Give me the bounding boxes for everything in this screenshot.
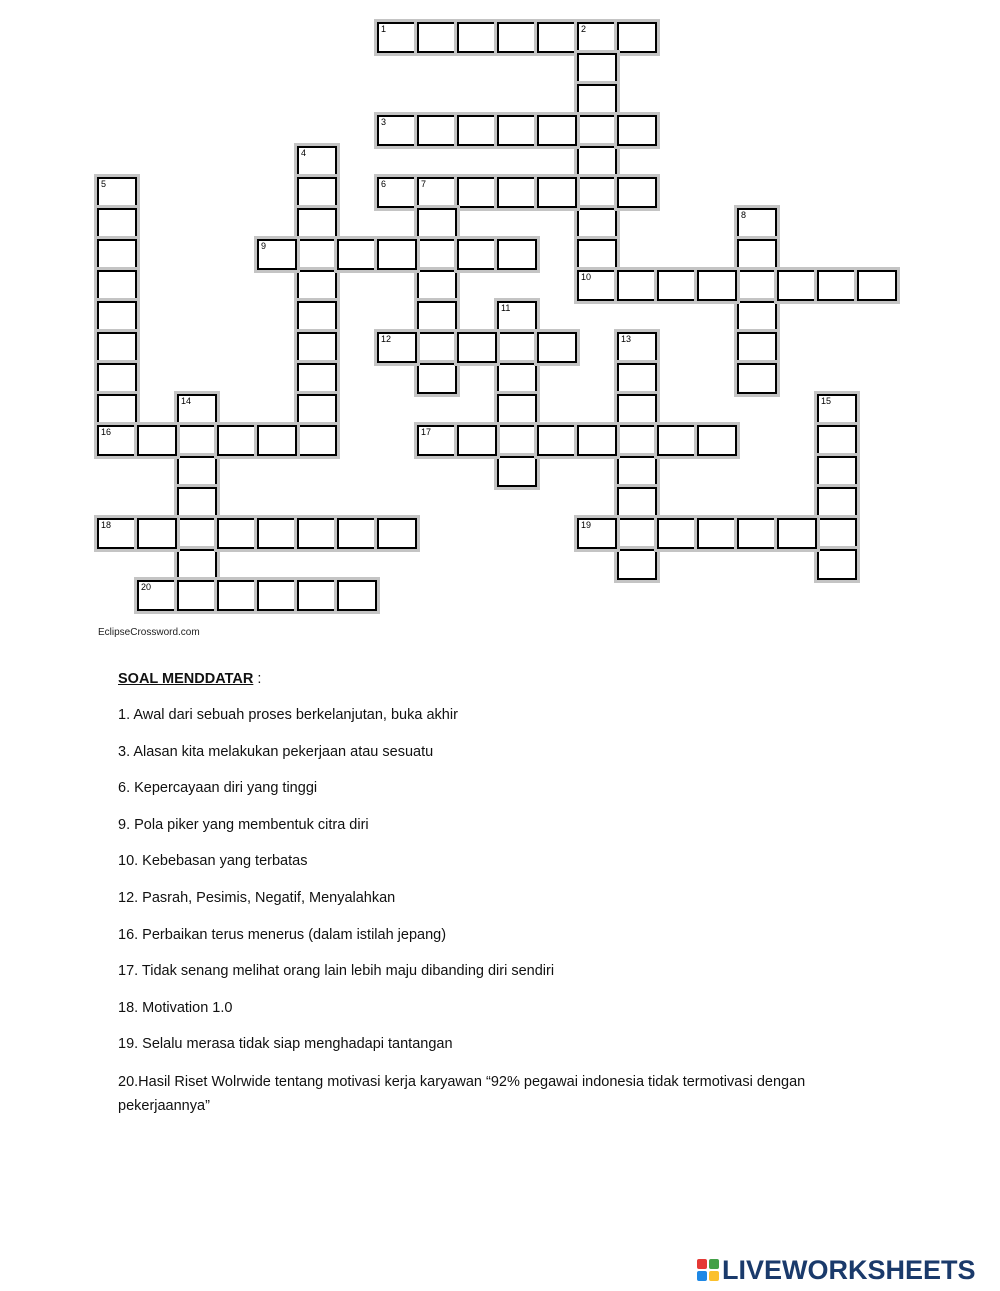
crossword-cell[interactable] — [737, 363, 777, 394]
crossword-cell[interactable] — [337, 518, 377, 549]
crossword-cell[interactable] — [417, 425, 457, 456]
crossword-cell-input[interactable] — [459, 427, 495, 454]
clue-number: 3 — [381, 117, 387, 127]
crossword-cell-input[interactable] — [619, 458, 655, 485]
crossword-cell[interactable] — [577, 239, 617, 270]
crossword-cell[interactable] — [617, 394, 657, 425]
crossword-cell-input[interactable] — [299, 396, 335, 423]
crossword-cell-input[interactable] — [459, 179, 495, 206]
clue-number: 11 — [501, 303, 511, 313]
crossword-cell[interactable] — [377, 239, 417, 270]
crossword-cell-input[interactable] — [99, 179, 135, 206]
clue-number: 13 — [621, 334, 632, 344]
clue-number: 17 — [421, 427, 432, 437]
clues-heading-colon: : — [253, 671, 262, 687]
crossword-cell[interactable] — [737, 332, 777, 363]
crossword-cell-input[interactable] — [499, 334, 535, 361]
crossword-cell[interactable] — [417, 208, 457, 239]
crossword-cell-input[interactable] — [339, 241, 375, 268]
crossword-cell[interactable] — [617, 22, 657, 53]
clues-heading-line — [118, 668, 878, 704]
crossword-cell-input[interactable] — [339, 582, 375, 609]
clue-number: 5 — [101, 179, 107, 189]
crossword-cell-input[interactable] — [739, 241, 775, 268]
crossword-cell[interactable] — [577, 270, 617, 301]
crossword-cell[interactable] — [377, 115, 417, 146]
crossword-cell[interactable] — [577, 115, 617, 146]
crossword-cell[interactable] — [297, 270, 337, 301]
crossword-cell-input[interactable] — [659, 427, 695, 454]
crossword-cell[interactable] — [97, 394, 137, 425]
crossword-cell[interactable] — [417, 270, 457, 301]
crossword-cell-input[interactable] — [739, 272, 775, 299]
crossword-cell[interactable] — [817, 270, 857, 301]
crossword-cell[interactable] — [457, 177, 497, 208]
crossword-cell[interactable] — [297, 146, 337, 177]
crossword-cell[interactable] — [457, 239, 497, 270]
crossword-cell-input[interactable] — [659, 520, 695, 547]
clue-1: 1. Awal dari sebuah proses berkelanjutan, buka akhir — [118, 707, 458, 723]
crossword-cell[interactable] — [417, 363, 457, 394]
crossword-cell[interactable] — [97, 239, 137, 270]
crossword-cell-input[interactable] — [419, 210, 455, 237]
crossword-cell-input[interactable] — [739, 303, 775, 330]
crossword-cell[interactable] — [417, 332, 457, 363]
crossword-cell[interactable] — [617, 487, 657, 518]
crossword-cell-input[interactable] — [459, 334, 495, 361]
crossword-cell-input[interactable] — [859, 272, 895, 299]
logo-block-red — [697, 1259, 707, 1269]
crossword-cell[interactable] — [417, 22, 457, 53]
crossword-cell-input[interactable] — [179, 551, 215, 578]
logo-block-green — [709, 1259, 719, 1269]
crossword-cell-input[interactable] — [339, 520, 375, 547]
crossword-cell-input[interactable] — [499, 365, 535, 392]
crossword-cell-input[interactable] — [419, 365, 455, 392]
crossword-cell[interactable] — [297, 177, 337, 208]
crossword-cell-input[interactable] — [539, 427, 575, 454]
crossword-cell-input[interactable] — [539, 334, 575, 361]
crossword-cell[interactable] — [137, 518, 177, 549]
crossword-cell-input[interactable] — [499, 458, 535, 485]
crossword-cell[interactable] — [297, 239, 337, 270]
clue-3: 3. Alasan kita melakukan pekerjaan atau sesuatu — [118, 743, 434, 760]
crossword-cell-input[interactable] — [379, 179, 415, 206]
logo-blocks-icon — [697, 1259, 719, 1281]
crossword-cell[interactable] — [457, 425, 497, 456]
clue-number: 7 — [421, 179, 427, 189]
crossword-cell-input[interactable] — [539, 117, 575, 144]
crossword-cell[interactable] — [617, 549, 657, 580]
crossword-cell-input[interactable] — [99, 210, 135, 237]
crossword-cell[interactable] — [497, 456, 537, 487]
crossword-cell[interactable] — [97, 208, 137, 239]
crossword-cell-input[interactable] — [379, 24, 415, 51]
crossword-cell[interactable] — [377, 332, 417, 363]
clue-number: 16 — [101, 427, 112, 437]
crossword-cell[interactable] — [377, 177, 417, 208]
crossword-cell-input[interactable] — [819, 272, 855, 299]
crossword-cell[interactable] — [817, 549, 857, 580]
crossword-cell[interactable] — [537, 115, 577, 146]
crossword-cell-input[interactable] — [299, 334, 335, 361]
crossword-cell-input[interactable] — [99, 396, 135, 423]
crossword-cell[interactable] — [577, 84, 617, 115]
crossword-cell[interactable] — [97, 270, 137, 301]
crossword-cell[interactable] — [777, 518, 817, 549]
crossword-cell[interactable] — [617, 518, 657, 549]
crossword-cell[interactable] — [577, 22, 617, 53]
crossword-cell[interactable] — [457, 22, 497, 53]
crossword-cell[interactable] — [97, 425, 137, 456]
crossword-cell[interactable] — [737, 239, 777, 270]
crossword-cell[interactable] — [737, 301, 777, 332]
crossword-cell-input[interactable] — [779, 520, 815, 547]
crossword-cell[interactable] — [457, 115, 497, 146]
crossword-cell[interactable] — [97, 363, 137, 394]
crossword-cell[interactable] — [697, 518, 737, 549]
crossword-cell-input[interactable] — [99, 427, 135, 454]
crossword-cell-input[interactable] — [299, 210, 335, 237]
crossword-cell[interactable] — [257, 580, 297, 611]
crossword-cell-input[interactable] — [179, 458, 215, 485]
crossword-cell-input[interactable] — [619, 396, 655, 423]
crossword-cell-input[interactable] — [179, 582, 215, 609]
crossword-cell[interactable] — [297, 518, 337, 549]
crossword-cell[interactable] — [177, 549, 217, 580]
crossword-cell-input[interactable] — [179, 489, 215, 516]
clue-number: 8 — [741, 210, 747, 220]
crossword-cell[interactable] — [617, 332, 657, 363]
crossword-cell[interactable] — [497, 177, 537, 208]
crossword-cell[interactable] — [297, 580, 337, 611]
crossword-cell-input[interactable] — [379, 241, 415, 268]
crossword-cell[interactable] — [577, 177, 617, 208]
crossword-cell-input[interactable] — [99, 241, 135, 268]
crossword-cell[interactable] — [217, 580, 257, 611]
crossword-cell-input[interactable] — [819, 551, 855, 578]
crossword-cell-input[interactable] — [99, 365, 135, 392]
crossword-cell[interactable] — [817, 518, 857, 549]
crossword-cell-input[interactable] — [299, 241, 335, 268]
crossword-cell-input[interactable] — [579, 272, 615, 299]
crossword-cell-input[interactable] — [179, 427, 215, 454]
crossword-cell[interactable] — [697, 425, 737, 456]
crossword-cell[interactable] — [417, 115, 457, 146]
crossword-cell-input[interactable] — [179, 520, 215, 547]
crossword-cell[interactable] — [377, 22, 417, 53]
crossword-cell-input[interactable] — [579, 427, 615, 454]
crossword-cell-input[interactable] — [139, 427, 175, 454]
crossword-cell[interactable] — [137, 425, 177, 456]
crossword-cell-input[interactable] — [819, 427, 855, 454]
crossword-cell[interactable] — [97, 301, 137, 332]
crossword-cell[interactable] — [497, 22, 537, 53]
clue-number: 20 — [141, 582, 152, 592]
crossword-cell-input[interactable] — [619, 24, 655, 51]
crossword-cell[interactable] — [817, 456, 857, 487]
crossword-cell-input[interactable] — [579, 241, 615, 268]
crossword-cell-input[interactable] — [619, 520, 655, 547]
crossword-cell[interactable] — [377, 518, 417, 549]
crossword-cell[interactable] — [657, 270, 697, 301]
logo-text: LIVEWORKSHEETS — [722, 1254, 976, 1285]
crossword-cell[interactable] — [457, 332, 497, 363]
crossword-cell-input[interactable] — [299, 272, 335, 299]
crossword-cell-input[interactable] — [499, 427, 535, 454]
crossword-cell-input[interactable] — [579, 520, 615, 547]
clue-number: 15 — [821, 396, 832, 406]
crossword-cell[interactable] — [497, 301, 537, 332]
crossword-cell[interactable] — [817, 394, 857, 425]
crossword-cell[interactable] — [417, 239, 457, 270]
clue-number: 18 — [101, 520, 112, 530]
crossword-cell-input[interactable] — [139, 582, 175, 609]
crossword-cell-input[interactable] — [819, 396, 855, 423]
crossword-grid — [97, 22, 912, 632]
crossword-cell[interactable] — [617, 115, 657, 146]
crossword-cell-input[interactable] — [299, 148, 335, 175]
clue-number: 6 — [381, 179, 387, 189]
crossword-cell-input[interactable] — [219, 520, 255, 547]
eclipse-credit: EclipseCrossword.com — [98, 627, 200, 638]
crossword-cell[interactable] — [217, 518, 257, 549]
crossword-cell[interactable] — [617, 177, 657, 208]
crossword-cell-input[interactable] — [699, 272, 735, 299]
crossword-cell[interactable] — [97, 518, 137, 549]
crossword-cell[interactable] — [537, 177, 577, 208]
crossword-cell[interactable] — [97, 177, 137, 208]
crossword-cell-input[interactable] — [99, 303, 135, 330]
crossword-cell[interactable] — [177, 394, 217, 425]
crossword-cell-input[interactable] — [619, 179, 655, 206]
crossword-cell[interactable] — [337, 239, 377, 270]
crossword-cell[interactable] — [497, 115, 537, 146]
crossword-cell-input[interactable] — [299, 179, 335, 206]
clue-12: 12. Pasrah, Pesimis, Negatif, Menyalahkan — [118, 889, 396, 906]
crossword-cell-input[interactable] — [539, 24, 575, 51]
crossword-cell-input[interactable] — [419, 272, 455, 299]
logo-block-yellow — [709, 1271, 719, 1281]
crossword-cell-input[interactable] — [739, 365, 775, 392]
clue-number: 4 — [301, 148, 307, 158]
crossword-cell[interactable] — [737, 270, 777, 301]
crossword-cell[interactable] — [297, 425, 337, 456]
crossword-cell-input[interactable] — [499, 241, 535, 268]
crossword-cell[interactable] — [177, 425, 217, 456]
crossword-cell-input[interactable] — [579, 86, 615, 113]
clue-6: 6. Kepercayaan diri yang tinggi — [118, 780, 318, 797]
clue-18: 18. Motivation 1.0 — [118, 999, 233, 1016]
crossword-cell-input[interactable] — [259, 241, 295, 268]
clues-heading: SOAL MENDDATAR — [118, 671, 254, 687]
crossword-cell[interactable] — [577, 53, 617, 84]
clue-19: 19. Selalu merasa tidak siap menghadapi tantangan — [118, 1036, 453, 1053]
crossword-cell[interactable] — [577, 425, 617, 456]
crossword-cell-input[interactable] — [499, 179, 535, 206]
crossword-cell-input[interactable] — [739, 210, 775, 237]
crossword-cell-input[interactable] — [619, 365, 655, 392]
crossword-cell[interactable] — [177, 518, 217, 549]
crossword-cell[interactable] — [177, 456, 217, 487]
crossword-cell-input[interactable] — [459, 117, 495, 144]
crossword-cell[interactable] — [417, 301, 457, 332]
crossword-cell-input[interactable] — [499, 117, 535, 144]
clue-number: 19 — [581, 520, 592, 530]
crossword-cell[interactable] — [617, 363, 657, 394]
crossword-cell-input[interactable] — [619, 117, 655, 144]
crossword-cell[interactable] — [817, 425, 857, 456]
crossword-cell-input[interactable] — [379, 117, 415, 144]
crossword-cell-input[interactable] — [419, 241, 455, 268]
clue-number: 14 — [181, 396, 192, 406]
clue-number: 9 — [261, 241, 267, 251]
crossword-cell[interactable] — [257, 518, 297, 549]
crossword-cell[interactable] — [817, 487, 857, 518]
crossword-cell-input[interactable] — [99, 334, 135, 361]
crossword-cell[interactable] — [577, 146, 617, 177]
crossword-cell-input[interactable] — [579, 117, 615, 144]
crossword-cell-input[interactable] — [379, 334, 415, 361]
crossword-cell[interactable] — [577, 518, 617, 549]
crossword-cell[interactable] — [617, 270, 657, 301]
crossword-cell-input[interactable] — [739, 334, 775, 361]
crossword-cell[interactable] — [297, 301, 337, 332]
crossword-cell-input[interactable] — [499, 396, 535, 423]
crossword-cell[interactable] — [337, 580, 377, 611]
crossword-cell[interactable] — [297, 394, 337, 425]
crossword-cell[interactable] — [177, 487, 217, 518]
crossword-cell[interactable] — [617, 425, 657, 456]
clues-section — [118, 668, 878, 1118]
crossword-cell[interactable] — [497, 394, 537, 425]
crossword-cell[interactable] — [177, 580, 217, 611]
crossword-cell[interactable] — [737, 518, 777, 549]
crossword-cell-input[interactable] — [579, 148, 615, 175]
crossword-cell-input[interactable] — [219, 582, 255, 609]
crossword-cell[interactable] — [497, 332, 537, 363]
crossword-cell[interactable] — [537, 22, 577, 53]
crossword-cell[interactable] — [737, 208, 777, 239]
crossword-cell-input[interactable] — [379, 520, 415, 547]
crossword-cell-input[interactable] — [259, 427, 295, 454]
crossword-cell-input[interactable] — [299, 365, 335, 392]
crossword-cell[interactable] — [577, 208, 617, 239]
crossword-cell[interactable] — [137, 580, 177, 611]
crossword-cell-input[interactable] — [419, 179, 455, 206]
crossword-cell-input[interactable] — [739, 520, 775, 547]
crossword-cell-input[interactable] — [259, 520, 295, 547]
clue-number: 1 — [381, 24, 387, 34]
crossword-cell[interactable] — [617, 456, 657, 487]
crossword-cell-input[interactable] — [419, 334, 455, 361]
crossword-cell[interactable] — [777, 270, 817, 301]
crossword-cell-input[interactable] — [419, 303, 455, 330]
crossword-cell[interactable] — [657, 518, 697, 549]
crossword-cell[interactable] — [537, 425, 577, 456]
liveworksheets-logo — [697, 1254, 976, 1286]
crossword-cell[interactable] — [497, 239, 537, 270]
crossword-cell-input[interactable] — [419, 427, 455, 454]
crossword-cell-input[interactable] — [499, 303, 535, 330]
crossword-cell-input[interactable] — [579, 24, 615, 51]
crossword-cell-input[interactable] — [299, 582, 335, 609]
crossword-cell-input[interactable] — [699, 520, 735, 547]
crossword-cell[interactable] — [497, 425, 537, 456]
logo-block-blue — [697, 1271, 707, 1281]
crossword-cell-input[interactable] — [619, 272, 655, 299]
crossword-cell-input[interactable] — [819, 458, 855, 485]
crossword-cell[interactable] — [297, 363, 337, 394]
crossword-cell[interactable] — [297, 332, 337, 363]
crossword-cell[interactable] — [537, 332, 577, 363]
crossword-cell-input[interactable] — [499, 24, 535, 51]
crossword-cell[interactable] — [657, 425, 697, 456]
crossword-cell[interactable] — [257, 239, 297, 270]
crossword-cell-input[interactable] — [299, 303, 335, 330]
crossword-cell-input[interactable] — [139, 520, 175, 547]
crossword-cell-input[interactable] — [99, 520, 135, 547]
clue-number: 12 — [381, 334, 392, 344]
crossword-cell-input[interactable] — [419, 24, 455, 51]
clue-16: 16. Perbaikan terus menerus (dalam istilah jepang) — [118, 926, 447, 943]
crossword-cell-input[interactable] — [459, 24, 495, 51]
crossword-cell-input[interactable] — [659, 272, 695, 299]
crossword-cell-input[interactable] — [699, 427, 735, 454]
crossword-cell-input[interactable] — [419, 117, 455, 144]
clue-9: 9. Pola piker yang membentuk citra diri — [118, 816, 369, 833]
crossword-cell-input[interactable] — [579, 179, 615, 206]
crossword-cell-input[interactable] — [459, 241, 495, 268]
crossword-cell[interactable] — [857, 270, 897, 301]
crossword-cell-input[interactable] — [179, 396, 215, 423]
crossword-cell[interactable] — [297, 208, 337, 239]
clue-17: 17. Tidak senang melihat orang lain lebih maju dibanding diri sendiri — [118, 963, 555, 980]
clue-number: 10 — [581, 272, 592, 282]
crossword-cell-input[interactable] — [619, 427, 655, 454]
crossword-cell-input[interactable] — [299, 427, 335, 454]
crossword-cell-input[interactable] — [819, 489, 855, 516]
crossword-cell-input[interactable] — [619, 551, 655, 578]
crossword-cell-input[interactable] — [779, 272, 815, 299]
crossword-cell[interactable] — [697, 270, 737, 301]
crossword-cell-input[interactable] — [579, 55, 615, 82]
crossword-cell-input[interactable] — [219, 427, 255, 454]
clue-number: 2 — [581, 24, 587, 34]
crossword-cell-input[interactable] — [259, 582, 295, 609]
crossword-cell[interactable] — [497, 363, 537, 394]
crossword-cell-input[interactable] — [299, 520, 335, 547]
crossword-cell-input[interactable] — [619, 334, 655, 361]
crossword-cell-input[interactable] — [619, 489, 655, 516]
crossword-cell[interactable] — [217, 425, 257, 456]
crossword-cell[interactable] — [97, 332, 137, 363]
crossword-cell-input[interactable] — [99, 272, 135, 299]
crossword-cell-input[interactable] — [539, 179, 575, 206]
clue-20: 20.Hasil Riset Wolrwide tentang motivasi kerja karyawan “92% pegawai indonesia tidak termotivasi dengan pekerjaannya” — [118, 1073, 806, 1114]
crossword-cell[interactable] — [417, 177, 457, 208]
crossword-cell-input[interactable] — [819, 520, 855, 547]
clue-10: 10. Kebebasan yang terbatas — [118, 853, 308, 870]
crossword-cell[interactable] — [257, 425, 297, 456]
crossword-cell-input[interactable] — [579, 210, 615, 237]
